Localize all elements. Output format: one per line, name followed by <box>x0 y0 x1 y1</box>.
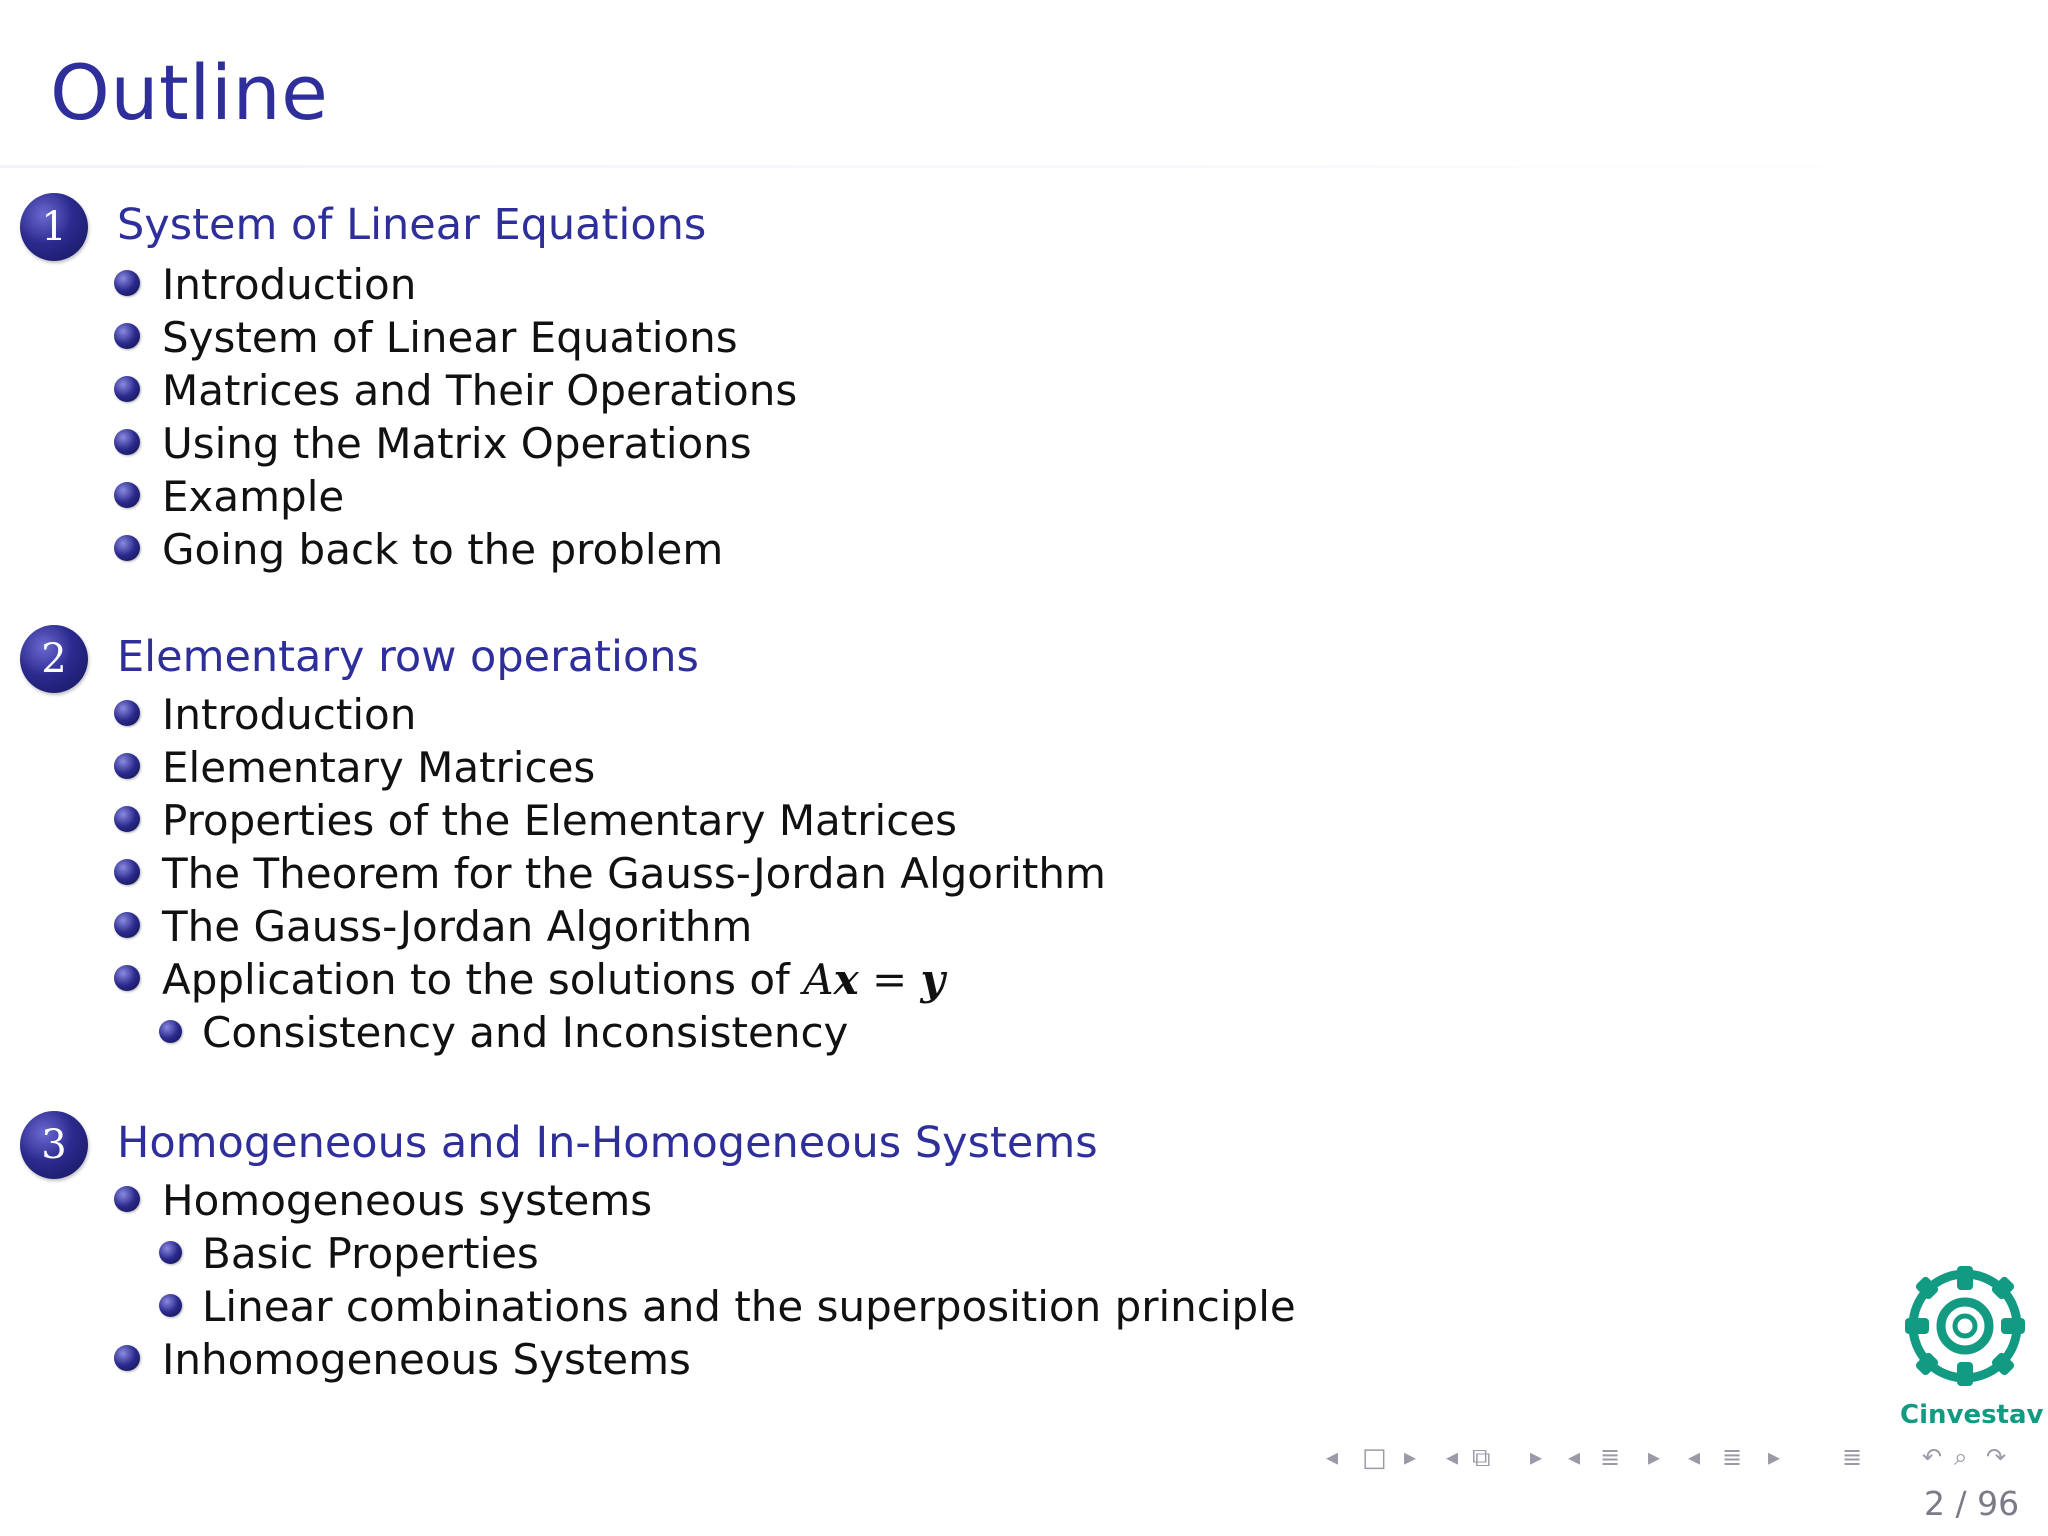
outline-item-label: Matrices and Their Operations <box>162 366 798 415</box>
section-title: System of Linear Equations <box>117 200 707 250</box>
logo-wordmark: Cinvestav <box>1900 1400 2044 1430</box>
section-3-heading[interactable] <box>0 1108 1400 1178</box>
math-y: y <box>920 955 945 1004</box>
outline-item-label: Application to the solutions of <box>162 955 790 1004</box>
math-equals: = <box>858 955 921 1004</box>
outline-item-label: Properties of the Elementary Matrices <box>162 796 958 845</box>
math-x: x <box>833 955 859 1004</box>
nav-prev-section-icon[interactable]: ◂ <box>1688 1443 1701 1471</box>
nav-frame-icon[interactable]: ⧉ <box>1472 1443 1491 1473</box>
nav-prev-frame-icon[interactable]: ◂ <box>1446 1443 1459 1471</box>
bullet-icon <box>114 535 140 561</box>
bullet-icon <box>114 1345 140 1371</box>
math-A: A <box>803 955 834 1004</box>
bullet-icon <box>159 1241 182 1264</box>
outline-item-label: Introduction <box>162 260 417 309</box>
page-number <box>1924 1484 2019 1523</box>
nav-search-icon[interactable]: ⌕ <box>1954 1443 1968 1471</box>
section-number-badge: 2 <box>20 625 88 693</box>
nav-subsection-icon[interactable]: ≣ <box>1600 1443 1621 1471</box>
bullet-icon <box>114 376 140 402</box>
bullet-icon <box>159 1020 182 1043</box>
outline-item-label: Homogeneous systems <box>162 1176 653 1225</box>
bullet-icon <box>114 270 140 296</box>
beamer-navigation-bar <box>1320 1443 2040 1479</box>
bullet-icon <box>159 1294 182 1317</box>
outline-item-label: Introduction <box>162 690 417 739</box>
nav-document-icon[interactable]: ≣ <box>1842 1443 1863 1471</box>
nav-next-slide-icon[interactable]: ▸ <box>1404 1443 1417 1471</box>
bullet-icon <box>114 753 140 779</box>
outline-item-label: The Theorem for the Gauss-Jordan Algorithm <box>162 849 1106 898</box>
slide-title: Outline <box>50 48 329 137</box>
section-title: Elementary row operations <box>117 632 699 682</box>
section-number-badge: 1 <box>20 193 88 261</box>
outline-item-label: Inhomogeneous Systems <box>162 1335 691 1384</box>
page-current: 2 <box>1924 1484 1945 1523</box>
section-2-heading[interactable] <box>0 622 1400 692</box>
section-1-heading[interactable] <box>0 190 1400 260</box>
cinvestav-logo <box>1895 1262 2035 1396</box>
bullet-icon <box>114 806 140 832</box>
nav-next-subsection-icon[interactable]: ▸ <box>1648 1443 1661 1471</box>
nav-prev-subsection-icon[interactable]: ◂ <box>1568 1443 1581 1471</box>
section-number-badge: 3 <box>20 1111 88 1179</box>
outline-item-label: The Gauss-Jordan Algorithm <box>162 902 753 951</box>
bullet-icon <box>114 859 140 885</box>
outline-item-label: Elementary Matrices <box>162 743 596 792</box>
outline-item-label: Using the Matrix Operations <box>162 419 752 468</box>
nav-back-icon[interactable]: ↶ <box>1922 1443 1943 1471</box>
nav-slide-icon[interactable]: □ <box>1362 1443 1387 1473</box>
outline-subitem-label: Consistency and Inconsistency <box>202 1008 849 1057</box>
bullet-icon <box>114 912 140 938</box>
page-separator: / <box>1945 1484 1978 1523</box>
math-expression <box>803 955 945 1004</box>
nav-forward-icon[interactable]: ↷ <box>1986 1443 2007 1471</box>
bullet-icon <box>114 1186 140 1212</box>
section-title: Homogeneous and In-Homogeneous Systems <box>117 1118 1098 1168</box>
nav-section-icon[interactable]: ≣ <box>1722 1443 1743 1471</box>
nav-next-section-icon[interactable]: ▸ <box>1768 1443 1781 1471</box>
outline-item-label: Example <box>162 472 345 521</box>
outline-item-label-with-math <box>162 955 945 1004</box>
title-separator <box>0 165 2048 168</box>
page-total: 96 <box>1977 1484 2020 1523</box>
outline-subitem-label: Linear combinations and the superposition principle <box>202 1282 1296 1331</box>
bullet-icon <box>114 482 140 508</box>
bullet-icon <box>114 700 140 726</box>
nav-prev-slide-icon[interactable]: ◂ <box>1326 1443 1339 1471</box>
bullet-icon <box>114 965 140 991</box>
nav-next-frame-icon[interactable]: ▸ <box>1530 1443 1543 1471</box>
outline-item-label: System of Linear Equations <box>162 313 738 362</box>
outline-item-label: Going back to the problem <box>162 525 724 574</box>
bullet-icon <box>114 429 140 455</box>
outline-subitem-label: Basic Properties <box>202 1229 539 1278</box>
bullet-icon <box>114 323 140 349</box>
